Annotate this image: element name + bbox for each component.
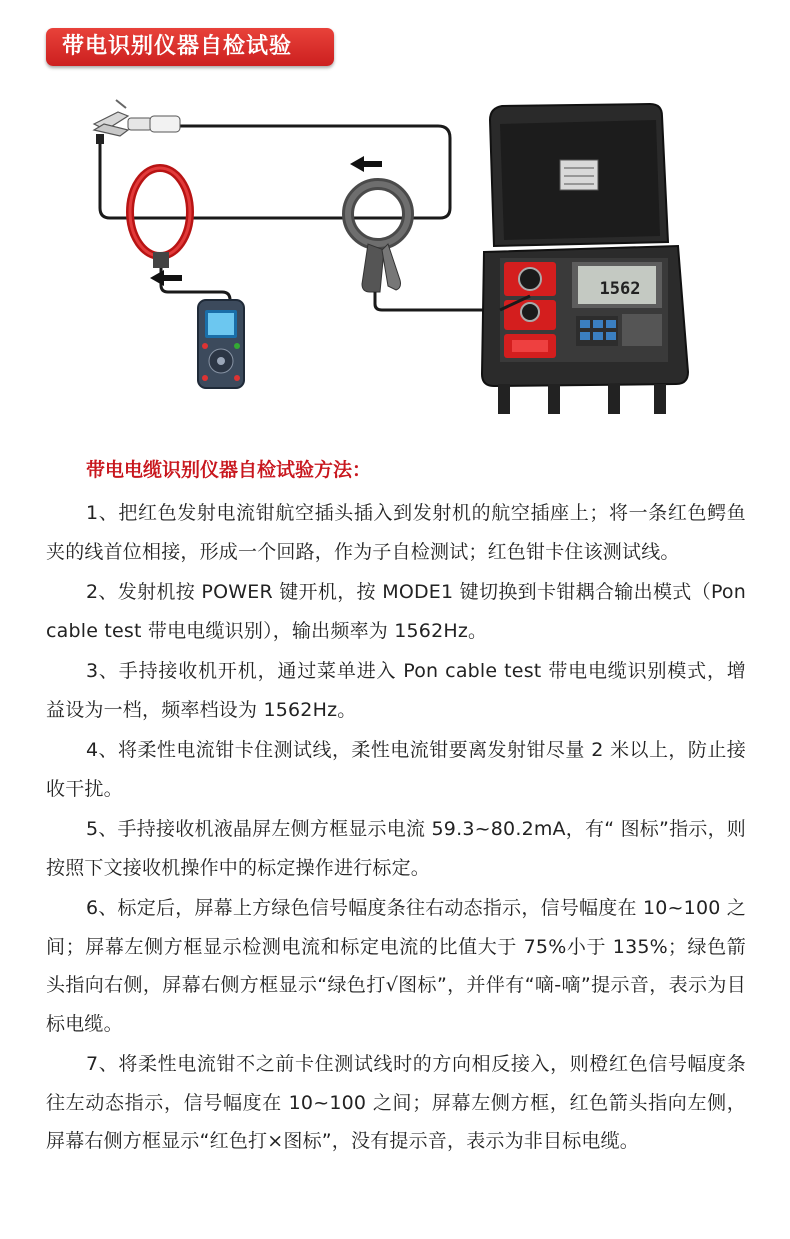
method-step-4: 4、将柔性电流钳卡住测试线，柔性电流钳要离发射钳尽量 2 米以上，防止接收干扰。 [46, 739, 746, 800]
left-arrow-icon [350, 156, 382, 172]
device-screen-reading: 1562 [599, 279, 641, 299]
method-step-2: 2、发射机按 POWER 键开机，按 MODE1 键切换到卡钳耦合输出模式（Pon cable test 带电电缆识别），输出频率为 1562Hz。 [46, 581, 746, 642]
section-title: 带电识别仪器自检试验 [62, 34, 293, 59]
method-step-6: 6、标定后，屏幕上方绿色信号幅度条往右动态指示，信号幅度在 10~100 之间；屏幕左侧方框显示检测电流和标定电流的比值大于 75%小于 135%；绿色箭头指向右侧，屏幕右侧方框显示“绿色打√图标”，并伴有“嘀-嘀”提示音，表示为目标电缆。 [46, 897, 746, 1035]
method-step-5: 5、手持接收机液晶屏左侧方框显示电流 59.3~80.2mA，有“ 图标”指示，则按照下文接收机操作中的标定操作进行标定。 [46, 818, 746, 879]
method-title: 带电电缆识别仪器自检试验方法： [86, 459, 372, 481]
left-arrow-icon [150, 270, 182, 286]
method-step-7: 7、将柔性电流钳不之前卡住测试线时的方向相反接入，则橙红色信号幅度条往左动态指示，信号幅度在 10~100 之间；屏幕左侧方框，红色箭头指向左侧，屏幕右侧方框显示“红色打×图标”，没有提示音，表示为非目标电缆。 [46, 1053, 746, 1152]
method-step-1: 1、把红色发射电流钳航空插头插入到发射机的航空插座上；将一条红色鳄鱼夹的线首位相接，形成一个回路，作为子自检测试；红色钳卡住该测试线。 [46, 502, 746, 563]
handheld-receiver [198, 300, 244, 388]
section-title-badge [46, 28, 334, 66]
method-section [46, 455, 746, 1163]
method-step-3: 3、手持接收机开机，通过菜单进入 Pon cable test 带电电缆识别模式，增益设为一档，频率档设为 1562Hz。 [46, 660, 746, 721]
transmitter-clamp [348, 184, 500, 310]
flexible-current-clamp [130, 168, 230, 310]
crocodile-clip [94, 100, 180, 144]
transmitter-case [482, 104, 688, 414]
self-test-wiring-diagram [0, 80, 790, 430]
